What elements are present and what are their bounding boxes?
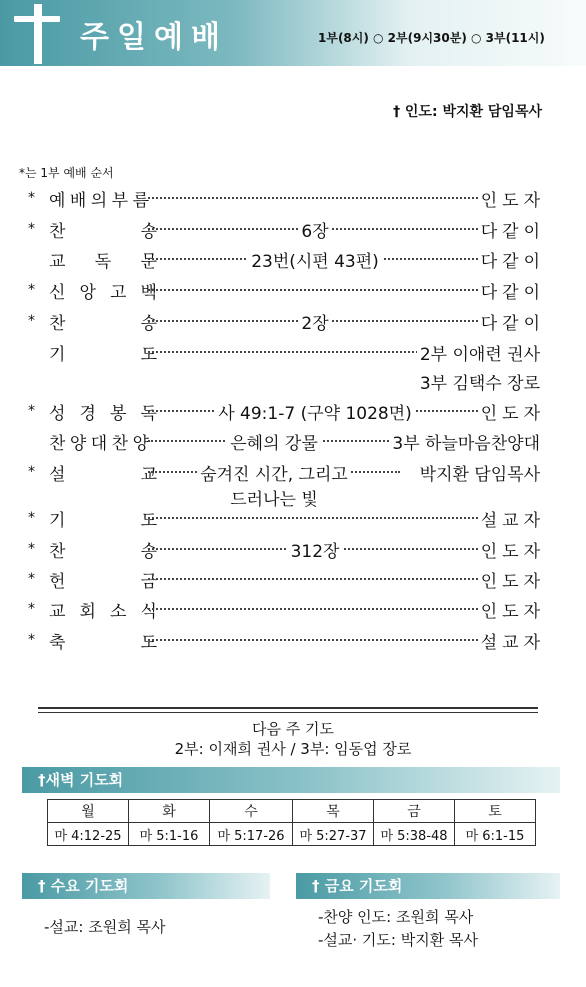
order-detail xyxy=(148,399,482,424)
order-responsible: 2부 이애련 권사 xyxy=(417,340,540,365)
order-label: 교 독 문 xyxy=(49,252,157,272)
header-banner xyxy=(0,0,586,66)
order-row xyxy=(20,340,540,368)
order-detail xyxy=(148,217,482,242)
cross-icon xyxy=(34,4,42,64)
reading-cell: 마 6:1-15 xyxy=(455,823,536,846)
service-leader: † 인도: 박지환 담임목사 xyxy=(393,104,542,120)
day-cell: 토 xyxy=(455,800,536,823)
friday-prayer-header: † 금요 기도회 xyxy=(296,873,560,899)
reading-cell: 마 5:38-48 xyxy=(374,823,455,846)
order-star: * xyxy=(28,510,35,526)
dawn-reading-table xyxy=(47,799,536,846)
dot-leader xyxy=(148,517,482,519)
dot-leader xyxy=(148,351,422,353)
order-row xyxy=(20,278,545,306)
day-cell: 목 xyxy=(293,800,374,823)
friday-line: -찬양 인도: 조원희 목사 xyxy=(318,908,474,926)
order-detail-text-2: 드러나는 빛 xyxy=(230,490,318,510)
order-responsible: 인도자 xyxy=(478,399,545,424)
dawn-prayer-header: †새벽 기도회 xyxy=(22,767,560,793)
order-row xyxy=(20,369,540,397)
order-responsible: 인도자 xyxy=(478,186,545,211)
order-responsible: 인도자 xyxy=(478,567,545,592)
dot-leader xyxy=(148,197,482,199)
order-label: 신 앙 고 백 xyxy=(49,283,157,303)
order-row xyxy=(20,628,545,656)
wednesday-info xyxy=(44,916,165,939)
order-label: 찬 송 xyxy=(49,542,157,562)
order-row xyxy=(20,217,545,245)
order-responsible: 인도자 xyxy=(478,537,545,562)
order-label: 찬 송 xyxy=(49,222,157,242)
order-label: 헌 금 xyxy=(49,572,157,592)
order-star: * xyxy=(28,541,35,557)
order-label: 설 교 xyxy=(49,465,157,485)
order-detail xyxy=(148,537,482,562)
order-star: * xyxy=(28,221,35,237)
wednesday-line: -설교: 조원희 목사 xyxy=(44,918,166,936)
order-row xyxy=(20,309,545,337)
next-week-title: 다음 주 기도 xyxy=(252,720,334,738)
order-row xyxy=(20,247,545,275)
day-cell: 금 xyxy=(374,800,455,823)
order-row xyxy=(20,506,545,534)
divider xyxy=(38,712,538,713)
order-responsible: 설교자 xyxy=(478,628,545,653)
order-row xyxy=(20,186,545,214)
order-star: * xyxy=(28,403,35,419)
order-detail-text: 은혜의 강물 xyxy=(227,434,321,454)
order-detail-text: 사 49:1-7 (구약 1028면) xyxy=(215,404,415,424)
order-star: * xyxy=(28,632,35,648)
order-detail xyxy=(148,247,482,272)
order-detail-text: 숨겨진 시간, 그리고 xyxy=(197,465,351,485)
order-label: 예 배 의 부 름 xyxy=(49,191,149,211)
divider xyxy=(38,707,538,709)
order-star: * xyxy=(28,313,35,329)
order-row xyxy=(20,460,540,510)
reading-cell: 마 5:17-26 xyxy=(210,823,293,846)
order-responsible: 3부 하늘마음찬양대 xyxy=(389,429,540,454)
order-row xyxy=(20,399,545,427)
reading-cell: 마 5:27-37 xyxy=(293,823,374,846)
order-detail-text: 6장 xyxy=(298,222,331,242)
order-responsible: 다같이 xyxy=(478,309,545,334)
reading-cell: 마 4:12-25 xyxy=(48,823,129,846)
order-row xyxy=(20,537,545,565)
day-cell: 화 xyxy=(129,800,210,823)
order-star: * xyxy=(28,282,35,298)
dot-leader xyxy=(148,639,482,641)
dot-leader xyxy=(148,289,482,291)
order-responsible: 박지환 담임목사 xyxy=(417,460,540,485)
order-star: * xyxy=(28,464,35,480)
service-times: 1부(8시) ○ 2부(9시30분) ○ 3부(11시) xyxy=(318,31,545,45)
dot-leader xyxy=(148,608,482,610)
order-star: * xyxy=(28,571,35,587)
order-note: *는 1부 예배 순서 xyxy=(19,166,114,180)
wednesday-prayer-header: † 수요 기도회 xyxy=(22,873,270,899)
order-star: * xyxy=(28,601,35,617)
day-cell: 수 xyxy=(210,800,293,823)
friday-line: -설교· 기도: 박지환 목사 xyxy=(318,931,478,949)
cross-icon-bar xyxy=(14,16,60,22)
order-label: 찬 송 xyxy=(49,314,157,334)
order-detail-text: 312장 xyxy=(288,542,343,562)
order-label: 기 도 xyxy=(49,511,157,531)
order-responsible: 인도자 xyxy=(478,597,545,622)
next-week-detail: 2부: 이재희 권사 / 3부: 임동업 장로 xyxy=(174,740,412,758)
order-detail-text: 23번(시편 43편) xyxy=(248,252,382,272)
order-responsible: 다같이 xyxy=(478,278,545,303)
order-label: 기 도 xyxy=(49,345,157,365)
order-row xyxy=(20,597,545,625)
order-label: 성 경 봉 독 xyxy=(49,404,157,424)
order-detail xyxy=(148,460,400,510)
order-responsible: 설교자 xyxy=(478,506,545,531)
friday-info xyxy=(318,906,478,952)
order-detail-text: 2장 xyxy=(298,314,331,334)
day-cell: 월 xyxy=(48,800,129,823)
service-title: 주일예배 xyxy=(80,20,228,55)
order-star: * xyxy=(28,190,35,206)
order-responsible: 다같이 xyxy=(478,217,545,242)
order-detail xyxy=(148,429,400,454)
order-label: 찬 양 대 찬 양 xyxy=(49,434,149,454)
order-label: 축 도 xyxy=(49,633,157,653)
order-row xyxy=(20,567,545,595)
dot-leader xyxy=(148,578,482,580)
reading-cell: 마 5:1-16 xyxy=(129,823,210,846)
order-row xyxy=(20,429,540,457)
order-responsible: 3부 김택수 장로 xyxy=(417,369,540,394)
order-label: 교 회 소 식 xyxy=(49,602,157,622)
order-detail xyxy=(148,309,482,334)
reading-row xyxy=(48,823,536,846)
day-row xyxy=(48,800,536,823)
order-responsible: 다같이 xyxy=(478,247,545,272)
